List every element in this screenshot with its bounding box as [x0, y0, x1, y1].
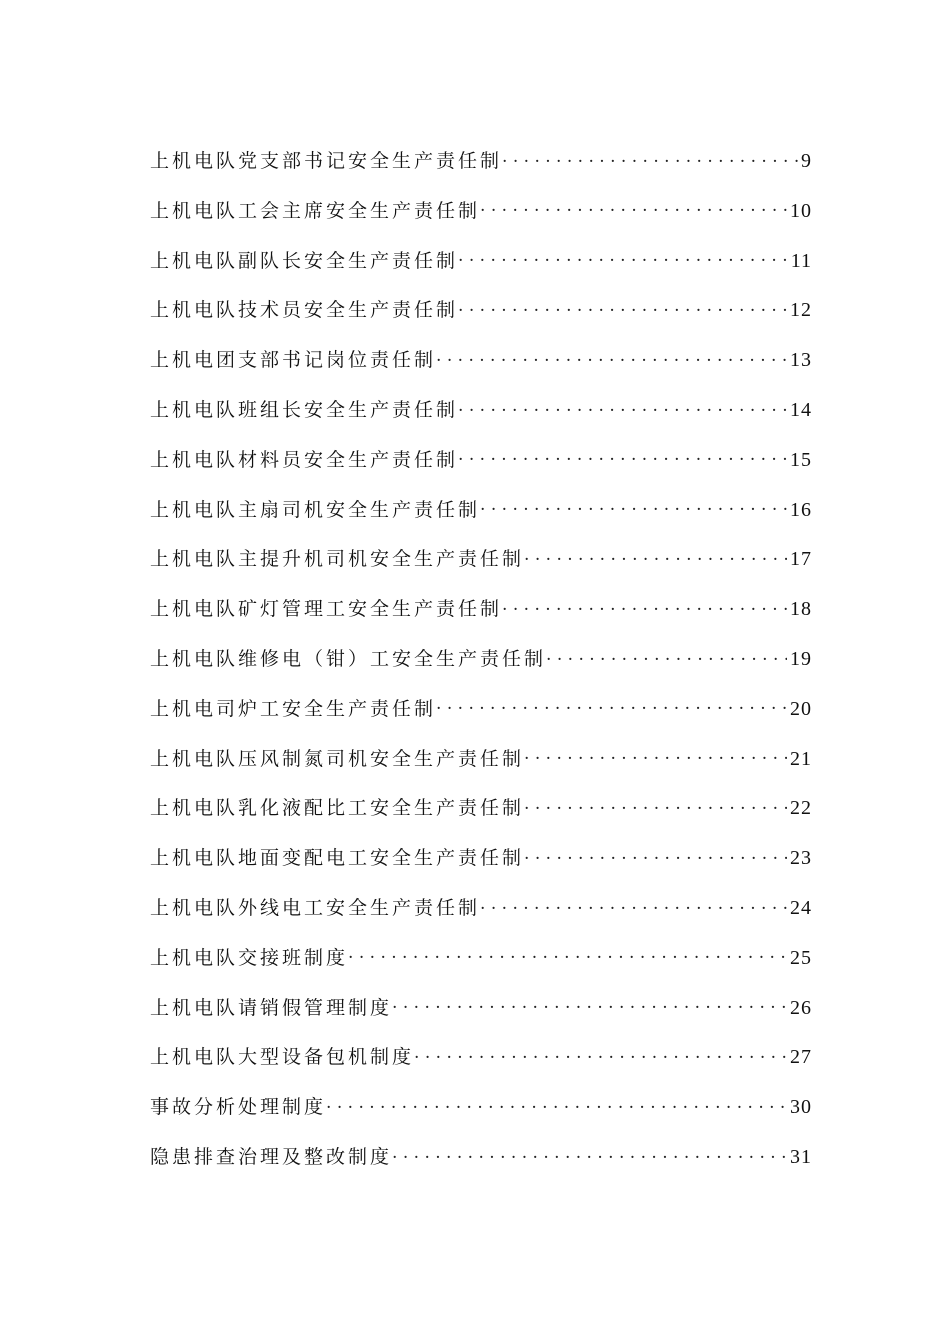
toc-entry-title: 上机电队党支部书记安全生产责任制	[150, 150, 503, 172]
toc-dot-leader	[502, 144, 798, 167]
toc-entry-page: 11	[790, 249, 812, 272]
toc-entry-page: 18	[790, 598, 812, 621]
toc-dot-leader	[458, 294, 787, 317]
toc-entry-page: 17	[790, 548, 812, 571]
toc-entry-title: 上机电队班组长安全生产责任制	[150, 398, 459, 421]
toc-entry-title: 上机电队材料员安全生产责任制	[150, 448, 459, 471]
toc-dot-leader	[524, 841, 787, 864]
toc-entry-page: 26	[790, 996, 812, 1019]
table-of-contents	[150, 137, 812, 1183]
toc-entry[interactable]	[150, 286, 812, 336]
toc-entry[interactable]	[150, 187, 812, 237]
toc-entry-page: 12	[790, 299, 812, 322]
toc-dot-leader	[458, 443, 787, 466]
toc-dot-leader	[458, 244, 788, 267]
toc-entry-page: 23	[790, 847, 812, 870]
toc-entry[interactable]	[150, 535, 812, 585]
toc-dot-leader	[326, 1090, 787, 1113]
toc-entry[interactable]	[150, 1083, 812, 1133]
toc-entry-page: 24	[790, 896, 812, 919]
toc-dot-leader	[392, 991, 787, 1014]
toc-entry[interactable]	[150, 635, 812, 685]
toc-entry[interactable]	[150, 585, 812, 635]
toc-entry-title: 上机电团支部书记岗位责任制	[150, 349, 437, 372]
toc-entry-title: 上机电队请销假管理制度	[150, 996, 393, 1019]
toc-entry-title: 上机电队大型设备包机制度	[150, 1046, 415, 1069]
toc-entry-title: 隐患排查治理及整改制度	[150, 1145, 393, 1168]
toc-entry-title: 事故分析处理制度	[150, 1096, 327, 1119]
toc-entry[interactable]	[150, 336, 812, 386]
toc-dot-leader	[524, 742, 787, 765]
toc-entry-title: 上机电队维修电（钳）工安全生产责任制	[150, 647, 547, 670]
toc-entry-title: 上机电队外线电工安全生产责任制	[150, 896, 481, 919]
toc-entry-page: 10	[790, 199, 812, 222]
toc-entry[interactable]	[150, 984, 812, 1034]
toc-entry[interactable]	[150, 1133, 812, 1183]
toc-entry-page: 21	[790, 747, 812, 770]
toc-entry-page: 22	[790, 797, 812, 820]
toc-dot-leader	[436, 343, 787, 366]
toc-entry-title: 上机电队技术员安全生产责任制	[150, 299, 459, 322]
toc-dot-leader	[392, 1140, 787, 1163]
toc-entry[interactable]	[150, 735, 812, 785]
toc-entry-title: 上机电队乳化液配比工安全生产责任制	[150, 797, 525, 820]
toc-dot-leader	[480, 891, 787, 914]
toc-entry-title: 上机电队压风制氮司机安全生产责任制	[150, 747, 525, 770]
toc-entry-title: 上机电队地面变配电工安全生产责任制	[150, 847, 525, 870]
toc-entry[interactable]	[150, 784, 812, 834]
toc-dot-leader	[436, 692, 787, 715]
toc-entry[interactable]	[150, 834, 812, 884]
toc-entry-title: 上机电队主提升机司机安全生产责任制	[150, 548, 525, 571]
toc-dot-leader	[524, 792, 787, 815]
toc-entry-title: 上机电司炉工安全生产责任制	[150, 697, 437, 720]
toc-entry-page: 30	[790, 1096, 812, 1119]
toc-entry-page: 14	[790, 398, 812, 421]
toc-entry[interactable]	[150, 934, 812, 984]
toc-entry-page: 27	[790, 1046, 812, 1069]
toc-dot-leader	[480, 194, 787, 217]
toc-entry-title: 上机电队副队长安全生产责任制	[150, 249, 459, 272]
toc-entry-title: 上机电队工会主席安全生产责任制	[150, 199, 481, 222]
toc-entry[interactable]	[150, 1033, 812, 1083]
toc-entry[interactable]	[150, 137, 812, 187]
toc-dot-leader	[502, 592, 787, 615]
toc-entry[interactable]	[150, 386, 812, 436]
toc-entry-page: 13	[790, 349, 812, 372]
toc-entry-page: 16	[790, 498, 812, 521]
toc-entry-page: 25	[790, 946, 812, 969]
toc-entry-page: 9	[801, 150, 812, 172]
toc-entry[interactable]	[150, 685, 812, 735]
toc-entry-page: 15	[790, 448, 812, 471]
toc-dot-leader	[348, 941, 787, 964]
toc-entry-title: 上机电队主扇司机安全生产责任制	[150, 498, 481, 521]
toc-entry-page: 19	[790, 647, 812, 670]
toc-dot-leader	[524, 543, 787, 566]
toc-entry[interactable]	[150, 486, 812, 536]
toc-dot-leader	[458, 393, 787, 416]
toc-entry-page: 31	[790, 1145, 812, 1168]
toc-entry[interactable]	[150, 436, 812, 486]
toc-dot-leader	[414, 1041, 787, 1064]
toc-dot-leader	[480, 493, 787, 516]
toc-entry-page: 20	[790, 697, 812, 720]
toc-dot-leader	[546, 642, 787, 665]
toc-entry[interactable]	[150, 237, 812, 287]
toc-entry[interactable]	[150, 884, 812, 934]
toc-entry-title: 上机电队矿灯管理工安全生产责任制	[150, 598, 503, 621]
toc-entry-title: 上机电队交接班制度	[150, 946, 349, 969]
